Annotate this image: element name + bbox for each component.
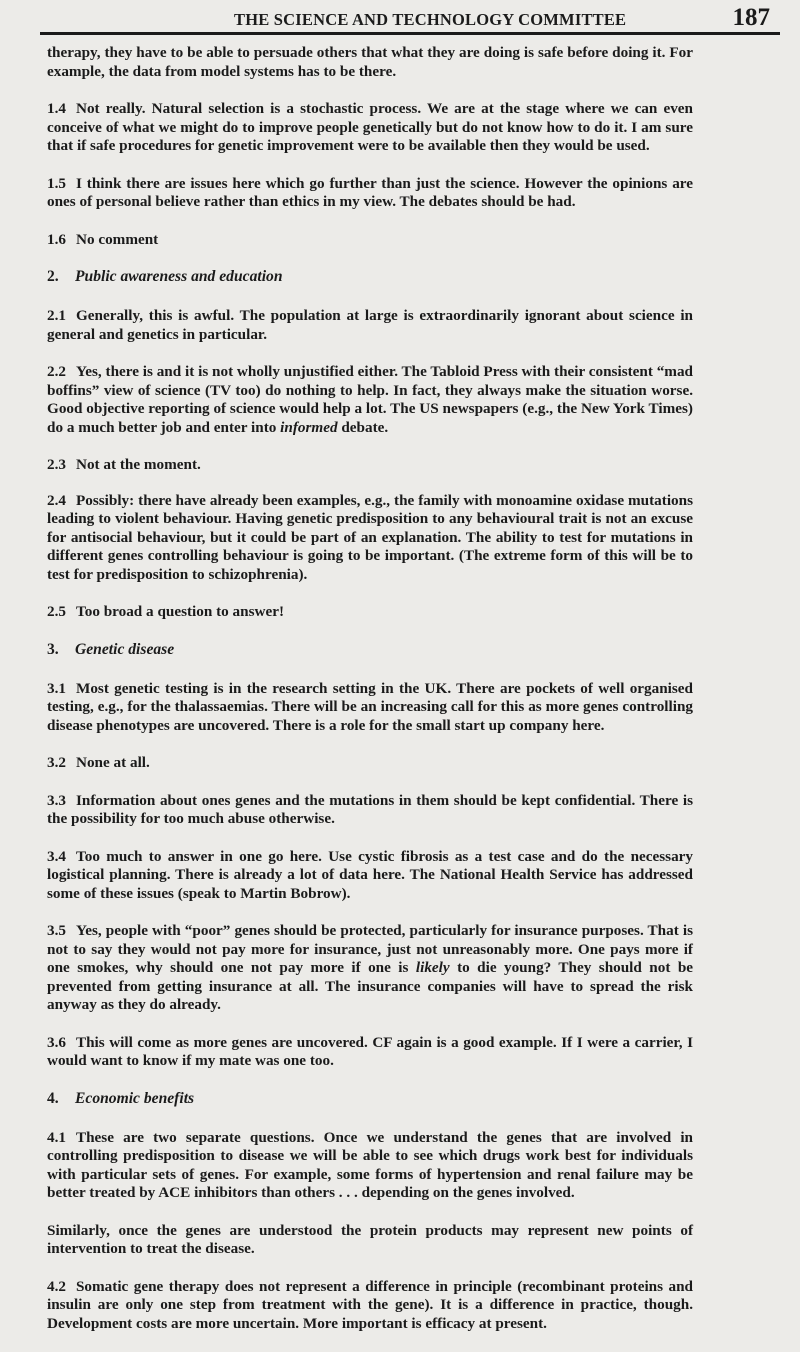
paragraph-3-3: 3.3 Information about ones genes and the mutations in them should be kept confidential. There is the possibility for too much abuse otherwise. <box>47 791 693 827</box>
paragraph-number: 4.1 <box>47 1128 66 1146</box>
paragraph-number: 1.5 <box>47 174 66 192</box>
paragraph-2-1: 2.1 Generally, this is awful. The population at large is extraordinarily ignorant about science in general and genetics in particular. <box>47 307 693 343</box>
paragraph-number: 3.5 <box>47 922 66 939</box>
section-heading-3 <box>47 641 693 659</box>
emphasis-text: informed <box>280 418 338 436</box>
paragraph-4-1: 4.1 These are two separate questions. Once we understand the genes that are involved in controlling predisposition to disease we will be able to see which drugs work best for individuals with particular sets of genes. For example, some forms of hypertension and renal failure may be better treated by ACE inhibitors than others . . . depending on the genes involved. <box>47 1128 693 1201</box>
section-number: 3. <box>47 640 59 658</box>
paragraph-2-2: 2.2 Yes, there is and it is not wholly unjustified either. The Tabloid Press with their consistent “mad boffins” view of science (TV too) do nothing to help. In fact, they always make the situation worse. Good objective reporting of science would help a lot. The US newspapers (e.g., the New York Times) do a much better job and enter into informed debate. <box>47 363 693 436</box>
paragraph-number: 3.6 <box>47 1033 66 1051</box>
paragraph-3-2: 3.2 None at all. <box>47 754 150 771</box>
paragraph-number: 1.4 <box>47 100 66 117</box>
running-title: THE SCIENCE AND TECHNOLOGY COMMITTEE <box>234 10 627 29</box>
paragraph-number: 1.6 <box>47 230 66 248</box>
section-heading-2 <box>47 268 693 286</box>
page-number: 187 <box>732 4 770 31</box>
section-number: 4. <box>47 1089 59 1107</box>
paragraph-4-1-continued: Similarly, once the genes are understood the protein products may represent new points of intervention to treat the disease. <box>47 1221 693 1257</box>
paragraph-number: 3.3 <box>47 791 66 809</box>
paragraph-number: 2.2 <box>47 363 66 380</box>
paragraph-number: 3.2 <box>47 754 66 771</box>
section-title: Economic benefits <box>75 1089 195 1107</box>
section-number: 2. <box>47 268 59 285</box>
emphasis-text: likely <box>415 959 450 976</box>
paragraph-number: 4.2 <box>47 1277 66 1295</box>
paragraph-number: 2.4 <box>47 491 66 509</box>
page-body <box>47 44 693 1352</box>
section-title: Public awareness and education <box>75 268 283 285</box>
paragraph-continued: therapy, they have to be able to persuade others that what they are doing is safe before doing it. For example, the data from model systems has to be there. <box>47 44 693 80</box>
paragraph-2-3: 2.3 Not at the moment. <box>47 456 201 473</box>
paragraph-1-5: 1.5 I think there are issues here which go further than just the science. However the opinions are ones of personal believe rather than ethics in my view. The debates should be had. <box>47 174 693 210</box>
paragraph-2-4: 2.4 Possibly: there have already been examples, e.g., the family with monoamine oxidase mutations leading to violent behaviour. Having genetic predisposition to any behavioural trait is not an excuse for antisocial behaviour, but it could be part of an explanation. The ability to test for mutations in different genes controlling behaviour is going to be important. (The extreme form of this will be to test for predisposition to schizophrenia). <box>47 491 693 583</box>
paragraph-4-2: 4.2 Somatic gene therapy does not represent a difference in principle (recombinant proteins and insulin are only one step from treatment with the gene). It is a difference in practice, though. Development costs are more uncertain. More important is efficacy at present. <box>47 1277 693 1332</box>
paragraph-number: 3.1 <box>47 679 66 697</box>
paragraph-1-4: 1.4 Not really. Natural selection is a stochastic process. We are at the stage where we can even conceive of what we might do to improve people genetically but do not know how to do it. I am sure that if safe procedures for genetic improvement were to be available then they would be used. <box>47 100 693 154</box>
section-title: Genetic disease <box>75 640 175 658</box>
paragraph-number: 3.4 <box>47 847 66 865</box>
paragraph-3-6: 3.6 This will come as more genes are uncovered. CF again is a good example. If I were a carrier, I would want to know if my mate was one too. <box>47 1033 693 1069</box>
paragraph-number: 2.3 <box>47 456 66 473</box>
paragraph-1-6: 1.6 No comment <box>47 230 159 248</box>
paragraph-2-5: 2.5 Too broad a question to answer! <box>47 603 285 620</box>
paragraph-number: 2.5 <box>47 603 66 620</box>
paragraph-number: 2.1 <box>47 307 66 324</box>
page-header <box>40 6 780 35</box>
section-heading-4 <box>47 1090 693 1108</box>
paragraph-3-4: 3.4 Too much to answer in one go here. Use cystic fibrosis as a test case and do the necessary logistical planning. There is already a lot of data here. The National Health Service has addressed some of these issues (speak to Martin Bobrow). <box>47 847 693 902</box>
paragraph-3-1: 3.1 Most genetic testing is in the research setting in the UK. There are pockets of well organised testing, e.g., for the thalassaemias. There will be an increasing call for this as more genes controlling disease phenotypes are uncovered. There is a role for the small start up company here. <box>47 679 693 734</box>
paragraph-3-5: 3.5 Yes, people with “poor” genes should be protected, particularly for insurance purposes. That is not to say they would not pay more for insurance, just not unreasonably more. One pays more if one smokes, why should one not pay more if one is likely to die young? They should not be prevented from getting insurance at all. The insurance companies will have to spread the risk anyway as they do already. <box>47 922 694 1013</box>
